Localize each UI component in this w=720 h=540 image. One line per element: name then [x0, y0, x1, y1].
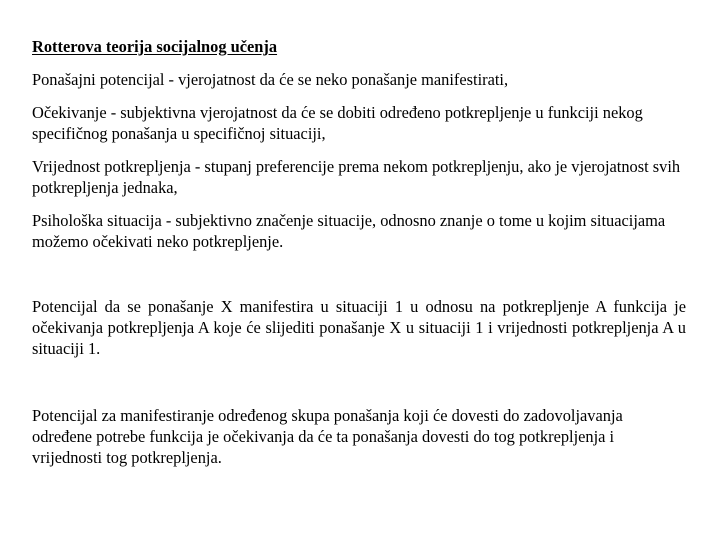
definition-reinforcement-value: Vrijednost potkrepljenja - stupanj preferencije prema nekom potkrepljenju, ako je vjerojatnost svih potkrepljenja jednaka, [32, 157, 681, 197]
definition-behavior-potential: Ponašajni potencijal - vjerojatnost da će se neko ponašanje manifestirati, [32, 70, 509, 89]
definition-psychological-situation: Psihološka situacija - subjektivno značenje situacije, odnosno znanje o tome u kojim situacijama možemo očekivati neko potkrepljenje. [32, 211, 666, 251]
formula-need-potential: Potencijal za manifestiranje određenog skupa ponašanja koji će dovesti do zadovoljavanja određene potrebe funkcija je očekivanja da će ta ponašanja dovesti do tog potkrepljenja i vrijednosti tog potkrepljenja. [32, 406, 623, 467]
page-title: Rotterova teorija socijalnog učenja [32, 37, 278, 56]
definition-expectancy: Očekivanje - subjektivna vjerojatnost da će se dobiti određeno potkrepljenje u funkciji nekog specifičnog ponašanja u specifičnoj situaciji, [32, 103, 643, 143]
formula-behavior-potential: Potencijal da se ponašanje X manifestira u situaciji 1 u odnosu na potkrepljenje A funkcija je očekivanja potkrepljenja A koje će slijediti ponašanje X u situaciji 1 i vrijednosti potkrepljenja A u situaciji 1. [32, 297, 686, 358]
